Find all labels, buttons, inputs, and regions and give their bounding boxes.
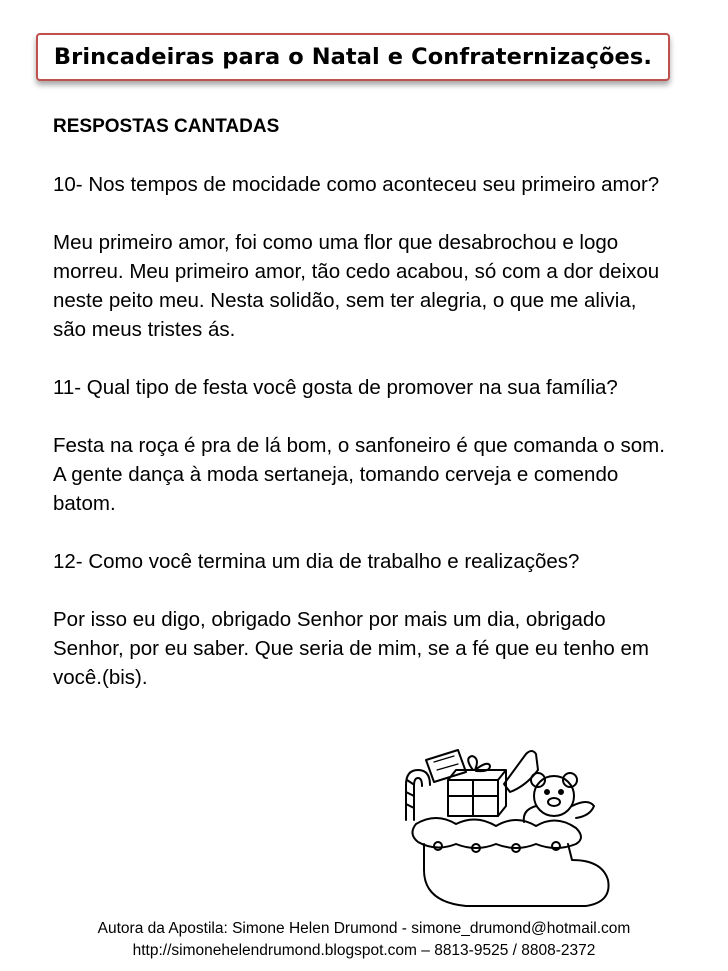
answer-10: Meu primeiro amor, foi como uma flor que desabrochou e logo morreu. Meu primeiro amor, tão cedo acabou, só com a dor deixou neste peito meu. Nesta solidão, sem ter alegria, o que me alivia, são meus tristes ás. [53,231,660,341]
question-11: 11- Qual tipo de festa você gosta de promover na sua família? [53,376,618,399]
answer-11: Festa na roça é pra de lá bom, o sanfoneiro é que comanda o som. A gente dança à moda sertaneja, tomando cerveja e comendo batom. [53,434,665,515]
footer [0,918,728,962]
footer-author: Autora da Apostila: Simone Helen Drumond - simone_drumond@hotmail.com [97,920,631,937]
answer-12: Por isso eu digo, obrigado Senhor por mais um dia, obrigado Senhor, por eu saber. Que seria de mim, se a fé que eu tenho em você.(bis). [53,608,650,689]
document-body [53,112,673,721]
title-banner [36,33,670,81]
footer-contact: http://simonehelendrumond.blogspot.com – 8813-9525 / 8808-2372 [132,942,596,959]
question-10: 10- Nos tempos de mocidade como aconteceu seu primeiro amor? [53,173,660,196]
christmas-stocking-icon [376,740,626,910]
page-title: Brincadeiras para o Natal e Confraternizações. [53,44,653,70]
section-heading: RESPOSTAS CANTADAS [53,116,280,137]
question-12: 12- Como você termina um dia de trabalho e realizações? [53,550,580,573]
